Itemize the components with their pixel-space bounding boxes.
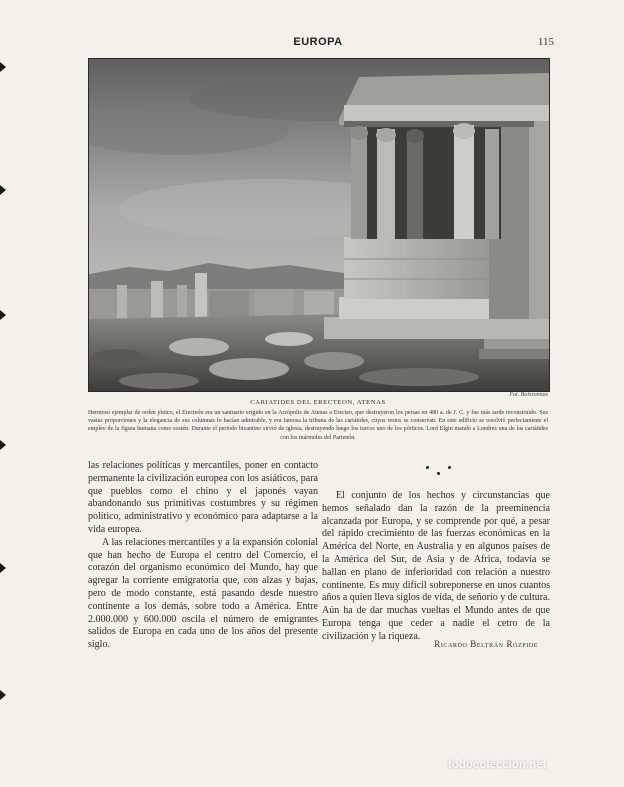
binding-mark [0, 563, 6, 573]
binding-mark [0, 440, 6, 450]
ornament-dot [448, 466, 451, 469]
binding-mark [0, 690, 6, 700]
photo-caption-title: CARIATIDES DEL ERECTEON, ATENAS [250, 399, 386, 406]
author-signature: Ricardo Beltrán Rózpide [434, 639, 538, 649]
page-header-title: EUROPA [293, 36, 343, 48]
ornament-dot [437, 472, 440, 475]
article-paragraph: A las relaciones mercantiles y a la expansión colonial que han hecho de Europa el centro del Comercio, el corazón del organismo económico del Mundo, hay que agregar la corriente emigratoria que, con alzas y bajas, pero de modo constante, está pasando desde nuestro continente a los demás, sobre todo a América. Entre 2.000.000 y 600.000 oscila el número de emigrantes salidos de Europa en cada uno de los años del presente siglo. [88, 536, 318, 651]
watermark-text: todocoleccion.net [448, 759, 547, 771]
article-paragraph: las relaciones políticas y mercantiles, poner en contacto permanente la civilización europea con los asiáticos, para que pueblos como el chino y el japonés vayan abandonando sus primitivas costumbres y su régimen político, administrativo y económico para adaptarse a la vida europea. [88, 460, 318, 535]
binding-mark [0, 310, 6, 320]
page-number: 115 [537, 36, 554, 48]
article-left-column [88, 460, 318, 652]
section-ornament [426, 466, 452, 480]
article-paragraph: El conjunto de los hechos y circunstancias que hemos señalado dan la razón de la preeminencia alcanzada por Europa, y se comprende por qué, a pesar del rápido crecimiento de las fuerzas económicas en la América del Norte, en Australia y en algunos países de la América del Sur, de Asia y de Africa, todavía se hallan en plano de inferioridad con relación a nuestro continente. Es muy difícil sobreponerse en unos cuantos años a quien lleva siglos de vida, de señorío y de cultura. Aún ha de dar muchas vueltas el Mundo antes de que Europa tenga que ceder a nadie el cetro de la civilización y la riqueza. [322, 490, 550, 642]
photo-caption-text: Hermoso ejemplar de orden jónico, el Erecteón era un santuario erigido en la Acrópolis de Atenas a Erecteo, que destruyeron los persas en 480 a. de J. C. y fue más tarde reconstruido. Sus vastas proporciones y la elegancia de sus columnas lo hacían admirable, y era famosa la tribuna de las cariátides, cuyos restos se conservan. En este edificio se resolvió perfectamente el empleo de la figura humana como sostén. Durante el periodo bizantino sirvió de iglesia, destruyendo luego los turcos uno de los pórticos. Lord Elgin mandó a Londres una de las cariátides con los mármoles del Partenón. [88, 410, 548, 441]
erechtheion-photograph [88, 58, 550, 392]
ornament-dot [426, 466, 429, 469]
binding-mark [0, 185, 6, 195]
photo-credit: Fot. Boissonnas [509, 392, 548, 398]
article-right-column [322, 490, 550, 644]
binding-mark [0, 62, 6, 72]
